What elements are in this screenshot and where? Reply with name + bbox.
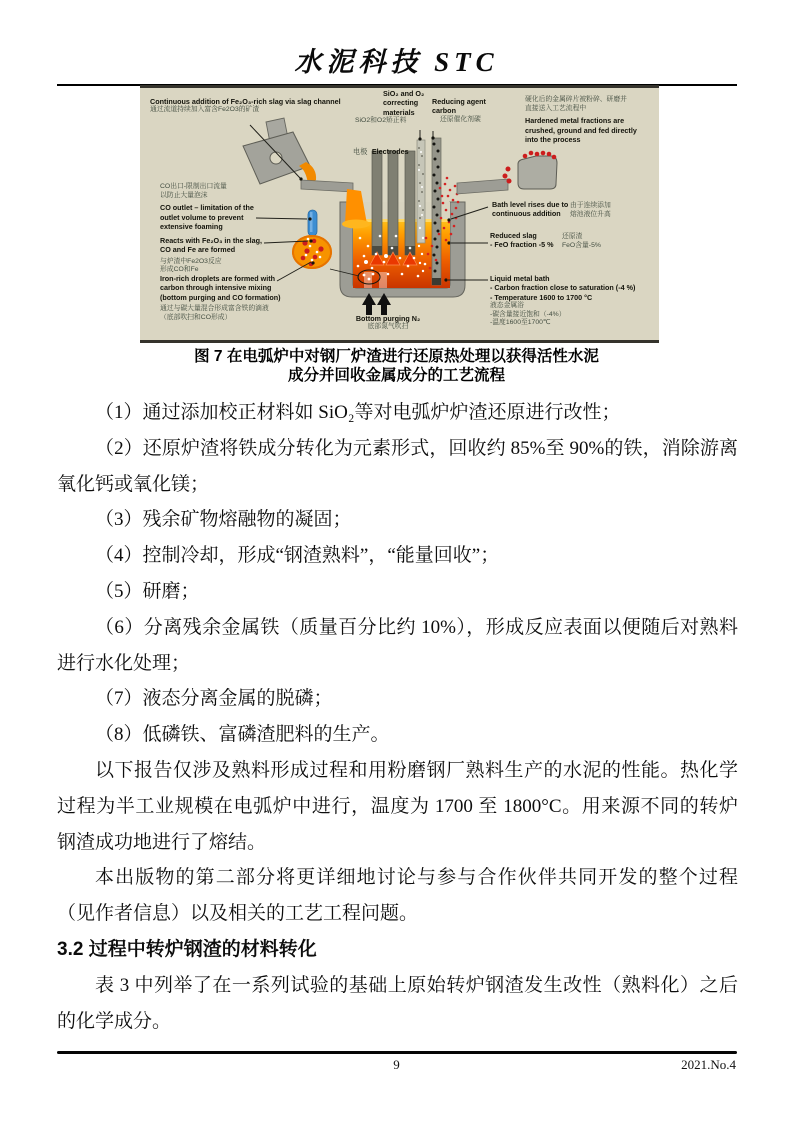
body-line: 钢渣成功地进行了熔结。 [57,831,267,853]
body-line: 过程为半工业规模在电弧炉中进行，温度为 1700 至 1800°C。用来源不同的转炉 [57,795,738,817]
fig-label-reduced-slag-zh: 还原渣 FeO含量-5% [562,233,601,249]
co-outlet-icon [308,210,317,236]
fig-label-iron-droplets: Iron-rich droplets are formed with carbon through intensive mixing (bottom purging and CO formation) 通过与碳大量混合形成富含铁的滴液 （底部吹扫和CO形成） [160,274,281,321]
body-line: （5）研磨； [95,580,200,602]
fig-label-correcting-materials: SiO₂ and O₂ correcting materials SiO2和O2矫正料 [355,89,425,125]
carbon-tube-icon [432,138,441,285]
body-line: （2）还原炉渣将铁成分转化为元素形式，回收约 85%至 90%的铁，消除游离 [95,437,738,459]
fig-label-reduced-slag: Reduced slag - FeO fraction -5 % [490,231,554,250]
fig-label-co-outlet: CO出口-限制出口流量 以防止大量泡沫 CO outlet – limitation of the outlet volume to prevent extensive foaming [160,183,254,231]
fig-label-reducing-agent: Reducing agent carbon 还原催化剂碳 [432,97,486,123]
fig-label-bath-level-zh: 由于连续添加 熔池液位升高 [570,202,611,218]
purge-plume [379,272,387,288]
fig-label-bath-level: Bath level rises due to continuous addition [492,200,569,219]
fig-label-reacts: Reacts with Fe₂O₃ in the slag, CO and Fe are formed 与炉渣中Fe2O3反应 形成CO和Fe [160,236,262,274]
body-line: （见作者信息）以及相关的工艺工程问题。 [57,903,419,925]
fig-label-hardened-metal: 硬化后的金属碎片被粉碎、研磨并 直接送入工艺流程中 Hardened metal fractions are crushed, ground and fed directly into the process [525,96,637,144]
body-line: 的化学成分。 [57,1010,172,1032]
fig-label-liquid-metal: Liquid metal bath - Carbon fraction close to saturation (-4 %) - Temperature 1600 to 1700 °C 液态金属浴 -碳含量接近饱和（-4%） -温度1600至1700℃ [490,274,636,327]
journal-title: 水泥科技 STC [294,47,499,77]
figure-caption-line1: 图 7 在电弧炉中对钢厂炉渣进行还原热处理以获得活性水泥 [194,348,599,365]
figure-caption [0,348,793,385]
footer-rule [57,1051,737,1054]
body-line: 本出版物的第二部分将更详细地讨论与参与合作伙伴共同开发的整个过程 [95,867,738,889]
section-heading: 3.2 过程中转炉钢渣的材料转化 [57,938,317,960]
issue-number: 2021.No.4 [681,1057,736,1072]
body-line: 进行水化处理； [57,652,191,674]
body-line: （1）通过添加校正材料如 SiO₂等对电弧炉炉渣还原进行改性； [95,402,621,423]
body-line: （8）低磷铁、富磷渣肥料的生产。 [95,724,390,746]
fig-label-bottom-purging: Bottom purging N₂ 底部氮气吹扫 [355,314,421,331]
body-line: （7）液态分离金属的脱磷； [95,688,333,710]
fig-label-slag-channel: Continuous addition of Fe₂O₃-rich slag via slag channel 通过流道持续加入富含Fe2O3的矿渣 [150,97,341,114]
page-number: 9 [393,1057,400,1072]
body-line: （3）残余矿物熔融物的凝固； [95,509,352,531]
body-text [57,395,738,1039]
body-line: 表 3 中列举了在一系列试验的基础上原始转炉钢渣发生改性（熟料化）之后 [95,974,738,996]
slag-channel-icon [301,180,353,192]
figure-caption-line2: 成分并回收金属成分的工艺流程 [287,366,505,384]
ladle-icon [243,118,316,184]
metal-block-icon [457,151,557,194]
body-line: 氧化钙或氧化镁； [57,473,210,495]
process-figure [140,85,659,343]
body-line: （4）控制冷却，形成“钢渣熟料”，“能量回收”； [95,545,500,567]
fig-label-electrodes: 电极 Electrodes [353,147,409,156]
body-line: （6）分离残余金属铁（质量百分比约 10%），形成反应表面以便随后对熟料 [95,616,738,638]
body-line: 以下报告仅涉及熟料形成过程和用粉磨钢厂熟料生产的水泥的性能。热化学 [95,759,738,781]
